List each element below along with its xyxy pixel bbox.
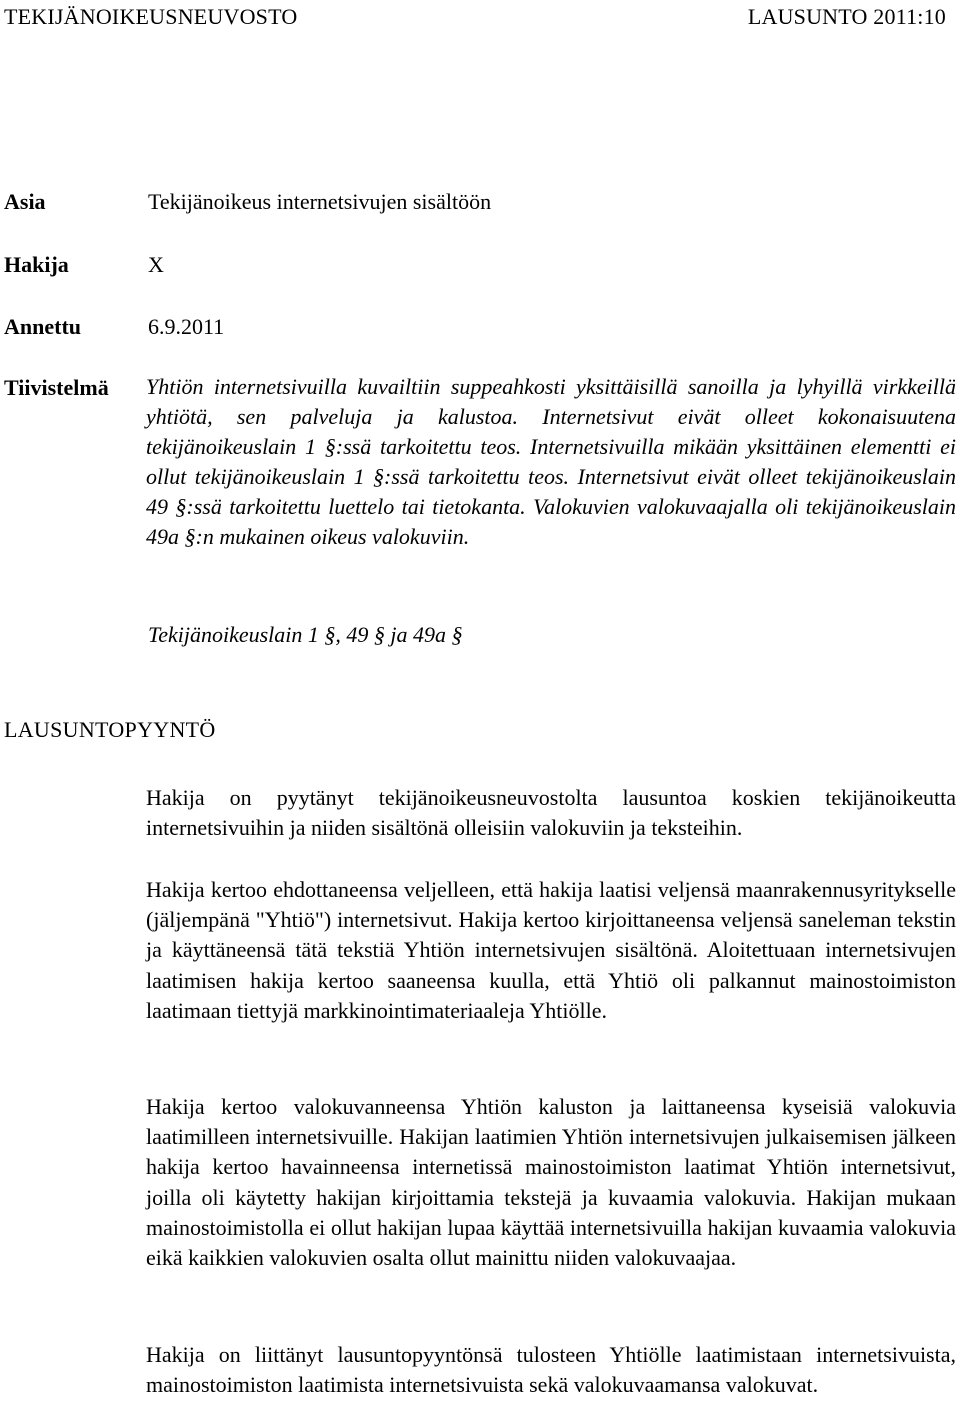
summary-text: Yhtiön internetsivuilla kuvailtiin suppeahkosti yksittäisillä sanoilla ja lyhyillä virkkeillä yhtiötä, sen palveluja ja kalustoa. Internetsivut eivät olleet kokonaisuutena tekijänoikeuslain 1 §:ssä tarkoitettu teos. Internetsivuilla mikään yksittäinen elementti ei ollut tekijänoikeuslain 1 §:ssä tarkoitettu teos. Internetsivut eivät olleet tekijänoikeuslain 49 §:ssä tarkoitettu luettelo tai tietokanta. Valokuvien valokuvaajalla oli tekijänoikeuslain 49a §:n mukainen oikeus valokuviin. [146, 374, 956, 549]
annettu-label: Annettu [4, 314, 82, 339]
annettu-value: 6.9.2011 [148, 314, 225, 339]
body-paragraph-2: Hakija kertoo ehdottaneensa veljelleen, että hakija laatisi veljensä maanrakennusyritykselle (jäljempänä "Yhtiö") internetsivut. Hakija kertoo kirjoittaneensa veljensä saneleman tekstin ja käyttäneensä tätä tekstiä Yhtiön internetsivujen sisältönä. Aloitettuaan internetsivujen laatimisen hakija kertoo saaneensa kuulla, että Yhtiö oli palkannut mainostoimiston laatimaan tiettyjä markkinointimateriaaleja Yhtiölle. [146, 877, 956, 1023]
asia-value: Tekijänoikeus internetsivujen sisältöön [148, 189, 492, 214]
hakija-label: Hakija [4, 252, 69, 277]
statement-number: LAUSUNTO 2011:10 [747, 4, 946, 29]
organization-name: TEKIJÄNOIKEUSNEUVOSTO [4, 4, 298, 29]
section-title: LAUSUNTOPYYNTÖ [4, 717, 216, 742]
tiivistelma-label: Tiivistelmä [4, 375, 109, 400]
hakija-value: X [148, 252, 164, 277]
asia-label: Asia [4, 189, 46, 214]
body-paragraph-4: Hakija on liittänyt lausuntopyyntönsä tulosteen Yhtiölle laatimistaan internetsivuista, mainostoimiston laatimista internetsivuista sekä valokuvaamansa valokuvat. [146, 1342, 956, 1398]
body-paragraph-3: Hakija kertoo valokuvanneensa Yhtiön kaluston ja laittaneensa kyseisiä valokuvia laatimilleen internetsivuille. Hakijan laatimien Yhtiön internetsivujen julkaisemisen jälkeen hakija kertoo havainneensa internetissä mainostoimiston laatimat Yhtiön internetsivut, joilla oli käytetty hakijan kirjoittamia tekstejä ja kuvaamia valokuvia. Hakijan mukaan mainostoimistolla ei ollut hakijan lupaa käyttää internetsivuilla hakijan kuvaamia valokuvia eikä kaikkien valokuvien osalta ollut mainittu niiden valokuvaajaa. [146, 1094, 956, 1271]
legal-references: Tekijänoikeuslain 1 §, 49 § ja 49a § [148, 622, 463, 647]
body-paragraph-1: Hakija on pyytänyt tekijänoikeusneuvostolta lausuntoa koskien tekijänoikeutta internetsivuihin ja niiden sisältönä olleisiin valokuviin ja teksteihin. [146, 785, 956, 841]
